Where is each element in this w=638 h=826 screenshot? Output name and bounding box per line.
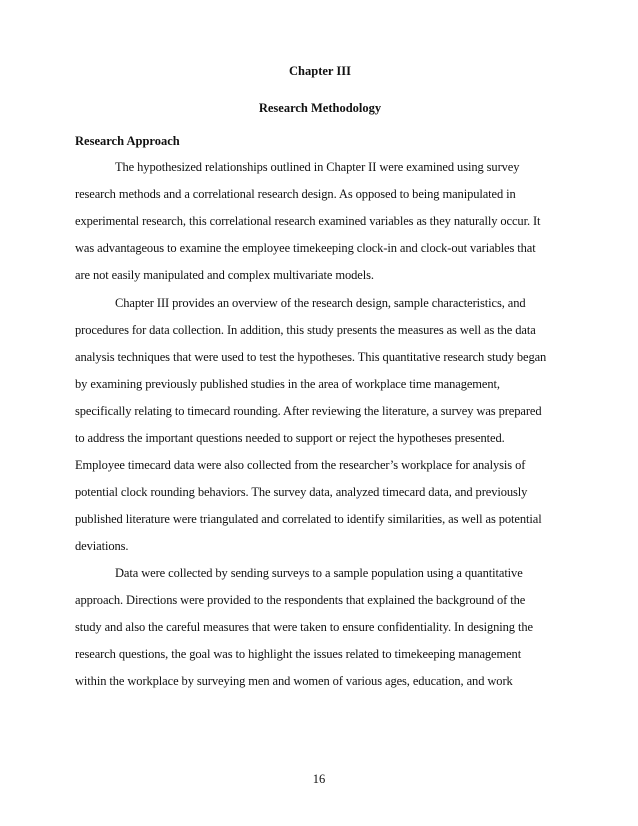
- paragraph-line: procedures for data collection. In addition, this study presents the measures as well as the data: [75, 323, 536, 337]
- paragraph-line: research methods and a correlational research design. As opposed to being manipulated in: [75, 187, 516, 201]
- paragraph-line: deviations.: [75, 539, 129, 553]
- paragraph-line: within the workplace by surveying men and women of various ages, education, and work: [75, 674, 513, 688]
- paragraph-line: Data were collected by sending surveys to a sample population using a quantitative: [115, 566, 523, 580]
- paragraph-line: study and also the careful measures that were taken to ensure confidentiality. In designing the: [75, 620, 533, 634]
- chapter-title: Chapter III: [289, 64, 351, 78]
- paragraph-line: was advantageous to examine the employee timekeeping clock-in and clock-out variables that: [75, 241, 536, 255]
- page-number: 16: [312, 772, 326, 786]
- paragraph-line: approach. Directions were provided to the respondents that explained the background of the: [75, 593, 526, 607]
- paragraph-line: Employee timecard data were also collected from the researcher’s workplace for analysis of: [75, 458, 526, 472]
- chapter-subtitle: Research Methodology: [258, 101, 382, 115]
- paragraph-line: The hypothesized relationships outlined in Chapter II were examined using survey: [115, 160, 520, 174]
- paragraph-line: published literature were triangulated and correlated to identify similarities, as well as potential: [75, 512, 542, 526]
- section-heading: Research Approach: [75, 134, 180, 148]
- paragraph-line: are not easily manipulated and complex multivariate models.: [75, 268, 374, 282]
- paragraph-line: to address the important questions needed to support or reject the hypotheses presented.: [75, 431, 505, 445]
- paragraph-line: experimental research, this correlational research examined variables as they naturally occur. It: [75, 214, 541, 228]
- paragraph-line: Chapter III provides an overview of the research design, sample characteristics, and: [115, 296, 526, 310]
- paragraph-line: specifically relating to timecard rounding. After reviewing the literature, a survey was prepared: [75, 404, 542, 418]
- paragraph-line: research questions, the goal was to highlight the issues related to timekeeping management: [75, 647, 522, 661]
- paragraph-line: by examining previously published studies in the area of workplace time management,: [75, 377, 500, 391]
- paragraph-line: analysis techniques that were used to test the hypotheses. This quantitative research study began: [75, 350, 547, 364]
- paragraph-line: potential clock rounding behaviors. The survey data, analyzed timecard data, and previously: [75, 485, 528, 499]
